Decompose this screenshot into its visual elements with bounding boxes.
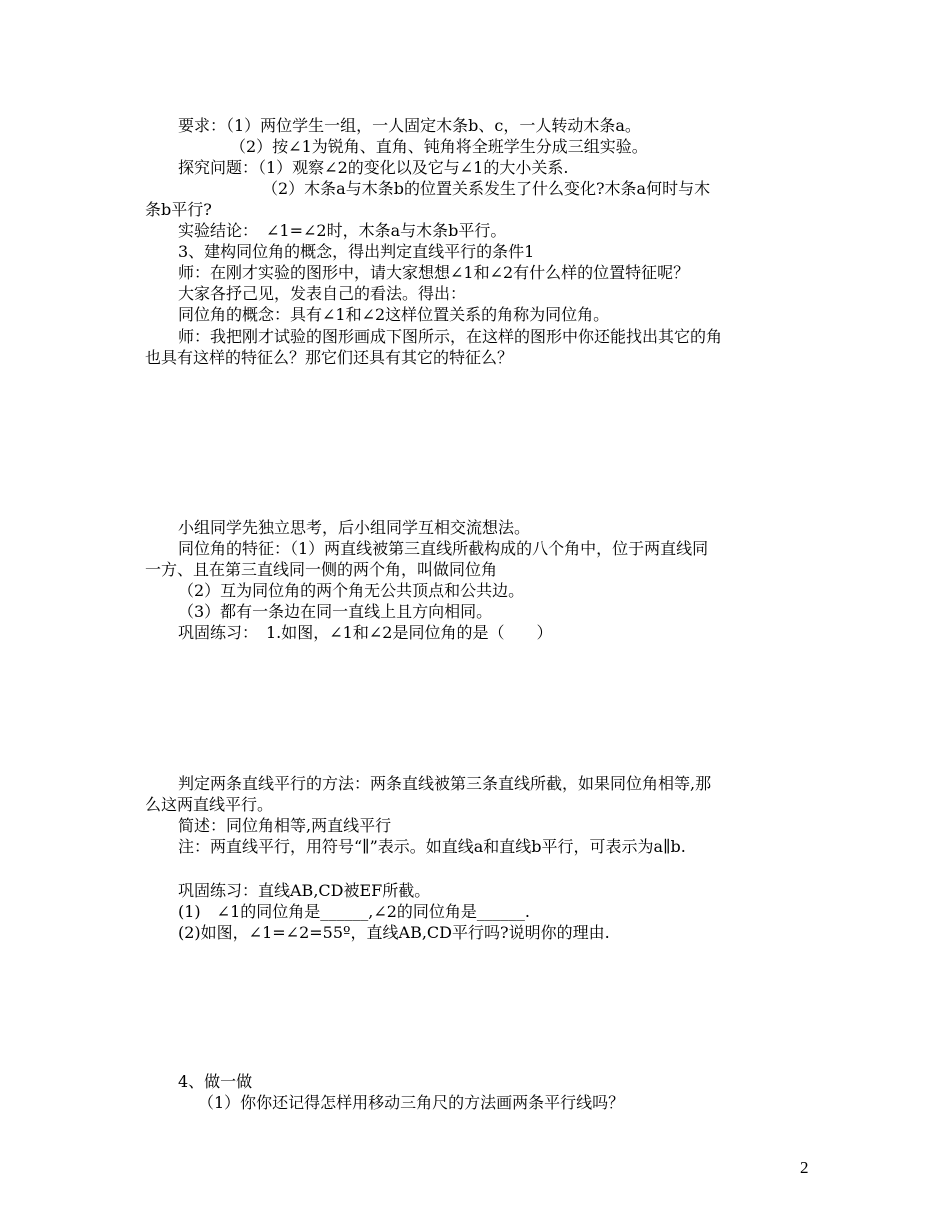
text-line: 一方、且在第三直线同一侧的两个角，叫做同位角 bbox=[145, 560, 498, 579]
text-line: 么这两直线平行。 bbox=[145, 795, 274, 814]
text-line: (1) ∠1的同位角是______,∠2的同位角是______. bbox=[178, 902, 531, 921]
text-line: （1）你你还记得怎样用移动三角尺的方法画两条平行线吗？ bbox=[198, 1093, 625, 1112]
text-line: (2)如图，∠1=∠2=55º，直线AB,CD平行吗?说明你的理由. bbox=[178, 923, 610, 942]
text-line: （2）木条a与木条b的位置关系发生了什么变化?木条a何时与木 bbox=[262, 179, 711, 198]
text-line: 巩固练习： 1.如图，∠1和∠2是同位角的是（ ） bbox=[178, 623, 553, 642]
text-line: 4、做一做 bbox=[178, 1072, 253, 1091]
text-line: 小组同学先独立思考，后小组同学互相交流想法。 bbox=[178, 518, 531, 537]
text-line: 同位角的概念：具有∠1和∠2这样位置关系的角称为同位角。 bbox=[178, 305, 610, 324]
text-line: （2）互为同位角的两个角无公共顶点和公共边。 bbox=[178, 581, 525, 600]
text-line: （2）按∠1为锐角、直角、钝角将全班学生分成三组实验。 bbox=[230, 137, 648, 156]
text-line: （3）都有一条边在同一直线上且方向相同。 bbox=[178, 602, 493, 621]
text-line: 要求：（1）两位学生一组，一人固定木条b、c，一人转动木条a。 bbox=[178, 116, 641, 135]
text-line: 注：两直线平行，用符号“∥”表示。如直线a和直线b平行，可表示为a∥b. bbox=[178, 837, 686, 856]
text-line: 师：在刚才实验的图形中，请大家想想∠1和∠2有什么样的位置特征呢？ bbox=[178, 263, 690, 282]
text-line: 师：我把刚才试验的图形画成下图所示，在这样的图形中你还能找出其它的角 bbox=[178, 327, 723, 346]
text-line: 巩固练习：直线AB,CD被EF所截。 bbox=[178, 881, 431, 900]
text-line: 条b平行? bbox=[145, 200, 212, 219]
text-line: 探究问题：（1）观察∠2的变化以及它与∠1的大小关系. bbox=[178, 158, 569, 177]
text-line: 实验结论： ∠1=∠2时，木条a与木条b平行。 bbox=[178, 221, 507, 240]
text-line: 判定两条直线平行的方法：两条直线被第三条直线所截，如果同位角相等,那 bbox=[178, 774, 712, 793]
text-line: 3、建构同位角的概念，得出判定直线平行的条件1 bbox=[178, 242, 535, 261]
text-line: 也具有这样的特征么？那它们还具有其它的特征么？ bbox=[145, 348, 514, 367]
text-line: 同位角的特征：（1）两直线被第三直线所截构成的八个角中，位于两直线同 bbox=[178, 539, 709, 558]
page-number: 2 bbox=[800, 1158, 809, 1177]
text-line: 简述：同位角相等,两直线平行 bbox=[178, 816, 392, 835]
text-line: 大家各抒己见，发表自己的看法。得出： bbox=[178, 284, 467, 303]
